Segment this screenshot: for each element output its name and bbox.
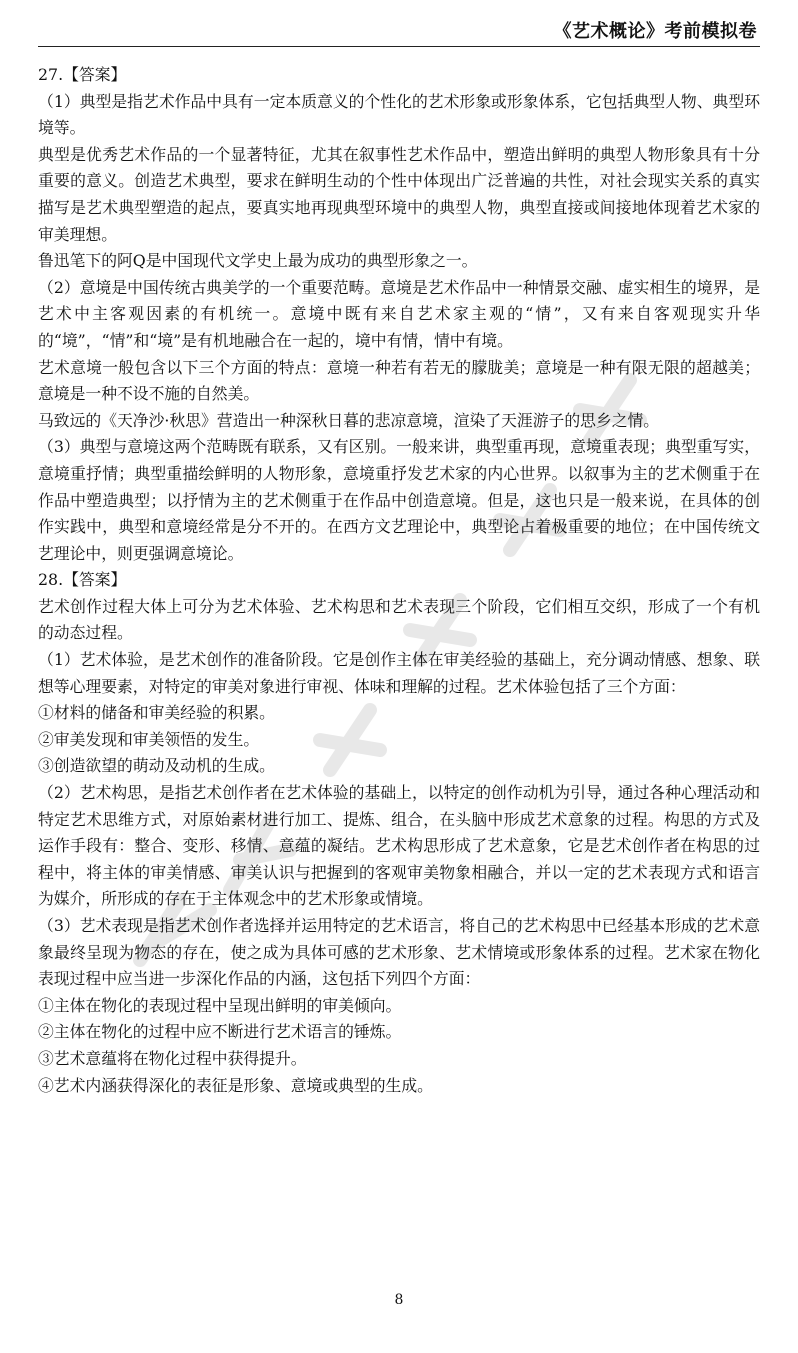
question-27-heading: 27.【答案】 bbox=[38, 65, 127, 84]
paragraph: 艺术意境一般包含以下三个方面的特点：意境一种若有若无的朦胧美；意境是一种有限无限的超越美；意境是一种不设不施的自然美。 bbox=[38, 357, 760, 404]
paragraph: 艺术创作过程大体上可分为艺术体验、艺术构思和艺术表现三个阶段，它们相互交织，形成了一个有机的动态过程。 bbox=[38, 596, 760, 643]
list-item: ③艺术意蕴将在物化过程中获得提升。 bbox=[38, 1048, 307, 1068]
paragraph: 鲁迅笔下的阿Q是中国现代文学史上最为成功的典型形象之一。 bbox=[38, 251, 478, 271]
header-divider bbox=[38, 46, 760, 47]
list-item: ①主体在物化的表现过程中呈现出鲜明的审美倾向。 bbox=[38, 995, 402, 1015]
paragraph: （1）艺术体验，是艺术创作的准备阶段。它是创作主体在审美经验的基础上，充分调动情感、想象、联想等心理要素，对特定的审美对象进行审视、体味和理解的过程。艺术体验包括了三个方面： bbox=[38, 650, 760, 696]
paragraph: （3）典型与意境这两个范畴既有联系，又有区别。一般来讲，典型重再现，意境重表现；典型重写实，意境重抒情；典型重描绘鲜明的人物形象，意境重抒发艺术家的内心世界。以叙事为主的艺术侧重于在作品中塑造典型；以抒情为主的艺术侧重于在作品中创造意境。但是，这也只是一般来说，在具体的创作实践中，典型和意境经常是分不开的。在西方文艺理论中，典型论占着极重要的地位；在中国传统文艺理论中，则更强调意境论。 bbox=[38, 437, 760, 563]
list-item: ②主体在物化的过程中应不断进行艺术语言的锤炼。 bbox=[38, 1022, 402, 1042]
page-number: 8 bbox=[394, 1292, 404, 1308]
list-item: ②审美发现和审美领悟的发生。 bbox=[38, 729, 260, 749]
paragraph: （3）艺术表现是指艺术创作者选择并运用特定的艺术语言，将自己的艺术构思中已经基本形成的艺术意象最终呈现为物态的存在，使之成为具体可感的艺术形象、艺术情境或形象体系的过程。艺术家在物化表现过程中应当进一步深化作品的内涵，这包括下列四个方面： bbox=[38, 916, 760, 989]
question-28-heading: 28.【答案】 bbox=[38, 570, 127, 590]
header-title: 《艺术概论》考前模拟卷 bbox=[553, 21, 757, 42]
paragraph: （2）意境是中国传统古典美学的一个重要范畴。意境是艺术作品中一种情景交融、虚实相生的境界，是艺术中主客观因素的有机统一。意境中既有来自艺术家主观的“情”，又有来自客观现实升华的“境”，“情”和“境”是有机地融合在一起的，境中有情，情中有境。 bbox=[38, 277, 760, 350]
paragraph: 典型是优秀艺术作品的一个显著特征，尤其在叙事性艺术作品中，塑造出鲜明的典型人物形象具有十分重要的意义。创造艺术典型，要求在鲜明生动的个性中体现出广泛普遍的共性，对社会现实关系的真实描写是艺术典型塑造的起点，要真实地再现典型环境中的典型人物，典型直接或间接地体现着艺术家的审美理想。 bbox=[38, 144, 760, 244]
answer-content bbox=[38, 62, 760, 1099]
list-item: ④艺术内涵获得深化的表征是形象、意境或典型的生成。 bbox=[38, 1075, 433, 1095]
paragraph: （2）艺术构思，是指艺术创作者在艺术体验的基础上，以特定的创作动机为引导，通过各种心理活动和特定艺术思维方式，对原始素材进行加工、提炼、组合，在头脑中形成艺术意象的过程。构思的方式及运作手段有：整合、变形、移情、意蕴的凝结。艺术构思形成了艺术意象，它是艺术创作者在构思的过程中，将主体的审美情感、审美认识与把握到的客观审美物象相融合，并以一定的艺术表现方式和语言为媒介，所形成的存在于主体观念中的艺术形象或情境。 bbox=[38, 783, 760, 909]
list-item: ③创造欲望的萌动及动机的生成。 bbox=[38, 756, 275, 776]
paragraph: （1）典型是指艺术作品中具有一定本质意义的个性化的艺术形象或形象体系，它包括典型人物、典型环境等。 bbox=[38, 91, 760, 138]
paragraph: 马致远的《天净沙·秋思》营造出一种深秋日暮的悲凉意境，渲染了天涯游子的思乡之情。 bbox=[38, 410, 660, 430]
list-item: ①材料的储备和审美经验的积累。 bbox=[38, 703, 275, 723]
